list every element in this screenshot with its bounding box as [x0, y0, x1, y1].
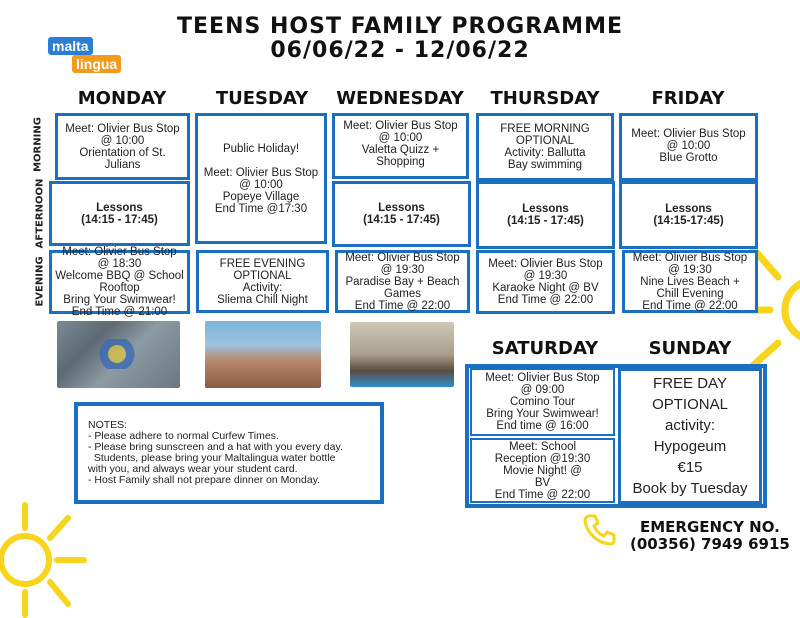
- cell-line: Meet: Olivier Bus Stop: [488, 258, 603, 270]
- logo-top: malta: [48, 37, 93, 55]
- photo-group-3: [350, 322, 454, 387]
- thursday-morning-cell: [476, 113, 614, 181]
- cell-line: Lessons: [378, 202, 425, 214]
- cell-line: Bay swimming: [507, 159, 583, 171]
- cell-line: @ 10:00: [100, 134, 145, 147]
- cell-line: Movie Night! @: [503, 464, 582, 477]
- cell-line: Lessons: [96, 201, 143, 214]
- emergency-contact: [630, 519, 790, 553]
- notes-line: NOTES:: [88, 419, 128, 431]
- cell-line: Meet: Olivier Bus Stop: [62, 246, 177, 258]
- cell-line: Karaoke Night @ BV: [492, 282, 599, 294]
- notes-line: - Please adhere to normal Curfew Times.: [88, 430, 279, 442]
- cell-line: End Time @ 21:00: [71, 306, 168, 318]
- cell-line: Meet: Olivier Bus Stop: [343, 120, 458, 132]
- monday-evening-cell: [49, 246, 190, 318]
- cell-line: Rooftop: [99, 282, 140, 294]
- cell-line: Bring Your Swimwear!: [486, 408, 599, 420]
- cell-line: Meet: Olivier Bus Stop: [203, 166, 319, 179]
- cell-line: OPTIONAL: [233, 269, 292, 282]
- day-header-tuesday: TUESDAY: [215, 88, 309, 109]
- friday-morning-cell: [619, 113, 758, 181]
- cell-line: (14:15 - 17:45): [363, 214, 440, 226]
- cell-line: Lessons: [665, 203, 712, 215]
- cell-line: End Time @ 22:00: [642, 299, 738, 312]
- cell-line: Meet: Olivier Bus Stop: [632, 251, 748, 264]
- cell-line: Meet: Olivier Bus Stop: [631, 128, 746, 140]
- day-header-thursday: THURSDAY: [490, 88, 600, 109]
- row-label-morning: MORNING: [32, 117, 44, 172]
- cell-line: Reception @19:30: [494, 452, 591, 465]
- monday-morning-cell: [55, 113, 190, 180]
- friday-evening-cell: [622, 250, 758, 313]
- cell-line: Valetta Quizz +: [361, 144, 440, 156]
- cell-line: @ 18:30: [97, 258, 142, 270]
- cell-line: @ 19:30: [523, 270, 568, 282]
- cell-line: (14:15 - 17:45): [507, 215, 584, 227]
- cell-line: Games: [383, 287, 422, 300]
- wednesday-afternoon-cell: [332, 181, 471, 247]
- notes-line: Students, please bring your Maltalingua water bottle: [88, 452, 336, 464]
- cell-line: BV: [534, 476, 551, 489]
- cell-line: Nine Lives Beach +: [640, 275, 740, 288]
- cell-line: End Time @ 22:00: [494, 488, 591, 501]
- cell-line: FREE MORNING: [500, 123, 590, 135]
- cell-line: End Time @17:30: [214, 202, 308, 215]
- cell-line: Meet: Olivier Bus Stop: [485, 372, 600, 384]
- cell-line: @ 10:00: [239, 178, 283, 191]
- notes-line: - Please bring sunscreen and a hat with you every day.: [88, 441, 343, 453]
- cell-line: OPTIONAL: [652, 396, 728, 413]
- saturday-top-cell: [470, 368, 615, 436]
- notes-line: with you, and always wear your student card.: [88, 463, 298, 475]
- cell-line: Julians: [104, 158, 141, 171]
- cell-line: €15: [677, 459, 703, 476]
- notes-box: [74, 402, 384, 504]
- emergency-number: (00356) 7949 6915: [630, 535, 790, 553]
- cell-line: Orientation of St.: [79, 146, 166, 159]
- page-dates: 06/06/22 - 12/06/22: [270, 38, 530, 63]
- tuesday-evening-cell: [196, 250, 329, 313]
- notes-line: - Host Family shall not prepare dinner on Monday.: [88, 474, 321, 486]
- day-header-saturday: SATURDAY: [491, 338, 599, 359]
- cell-line: Meet: Olivier Bus Stop: [65, 122, 180, 135]
- sunday-cell: [618, 368, 762, 504]
- cell-line: @ 09:00: [520, 384, 565, 396]
- day-header-monday: MONDAY: [77, 88, 167, 109]
- friday-afternoon-cell: [619, 181, 758, 249]
- emergency-label: EMERGENCY NO.: [640, 518, 780, 536]
- sun-decoration: [0, 500, 90, 618]
- day-header-wednesday: WEDNESDAY: [336, 88, 464, 109]
- cell-line: FREE DAY: [653, 375, 727, 392]
- cell-line: Public Holiday!: [222, 142, 300, 155]
- cell-line: Activity: Ballutta: [504, 147, 586, 159]
- photo-group-2: [205, 321, 321, 388]
- cell-line: activity:: [664, 417, 715, 434]
- cell-line: Chill Evening: [656, 287, 724, 300]
- cell-line: @ 10:00: [666, 140, 711, 152]
- cell-line: Hypogeum: [653, 438, 727, 455]
- maltalingua-logo: [48, 37, 128, 77]
- cell-line: Paradise Bay + Beach: [345, 275, 460, 288]
- cell-line: Comino Tour: [510, 396, 575, 408]
- cell-line: @ 10:00: [378, 132, 423, 144]
- monday-afternoon-cell: [49, 181, 190, 246]
- wednesday-morning-cell: [332, 113, 469, 179]
- thursday-afternoon-cell: [476, 181, 615, 249]
- cell-line: OPTIONAL: [515, 135, 575, 147]
- cell-line: Meet: Olivier Bus Stop: [345, 251, 460, 264]
- cell-line: End Time @ 22:00: [354, 299, 451, 312]
- thursday-evening-cell: [476, 250, 615, 314]
- cell-line: Sliema Chill Night: [217, 293, 308, 306]
- row-label-evening: EVENING: [34, 256, 46, 307]
- logo-bottom: lingua: [72, 55, 121, 73]
- day-header-friday: FRIDAY: [651, 88, 725, 109]
- cell-line: Meet: School: [508, 440, 577, 453]
- cell-line: Lessons: [522, 203, 569, 215]
- cell-line: End time @ 16:00: [496, 420, 589, 432]
- cell-line: End Time @ 22:00: [497, 294, 594, 306]
- phone-icon: [583, 512, 617, 546]
- saturday-bottom-cell: [470, 438, 615, 503]
- cell-line: Activity:: [242, 281, 283, 294]
- photo-group-1: [57, 321, 180, 388]
- row-label-afternoon: AFTERNOON: [34, 178, 46, 249]
- cell-line: Welcome BBQ @ School: [55, 270, 184, 282]
- cell-line: @ 19:30: [380, 263, 425, 276]
- cell-line: FREE EVENING: [219, 257, 306, 270]
- wednesday-evening-cell: [335, 250, 470, 313]
- cell-line: (14:15 - 17:45): [81, 213, 158, 226]
- cell-line: Popeye Village: [222, 190, 300, 203]
- day-header-sunday: SUNDAY: [648, 338, 732, 359]
- tuesday-cell: [195, 113, 327, 244]
- cell-line: Blue Grotto: [659, 152, 718, 164]
- cell-line: Bring Your Swimwear!: [63, 294, 176, 306]
- cell-line: @ 19:30: [668, 263, 712, 276]
- cell-line: Book by Tuesday: [632, 480, 748, 497]
- cell-line: Shopping: [376, 156, 425, 168]
- page-title: TEENS HOST FAMILY PROGRAMME: [177, 14, 623, 39]
- cell-line: (14:15-17:45): [653, 215, 724, 227]
